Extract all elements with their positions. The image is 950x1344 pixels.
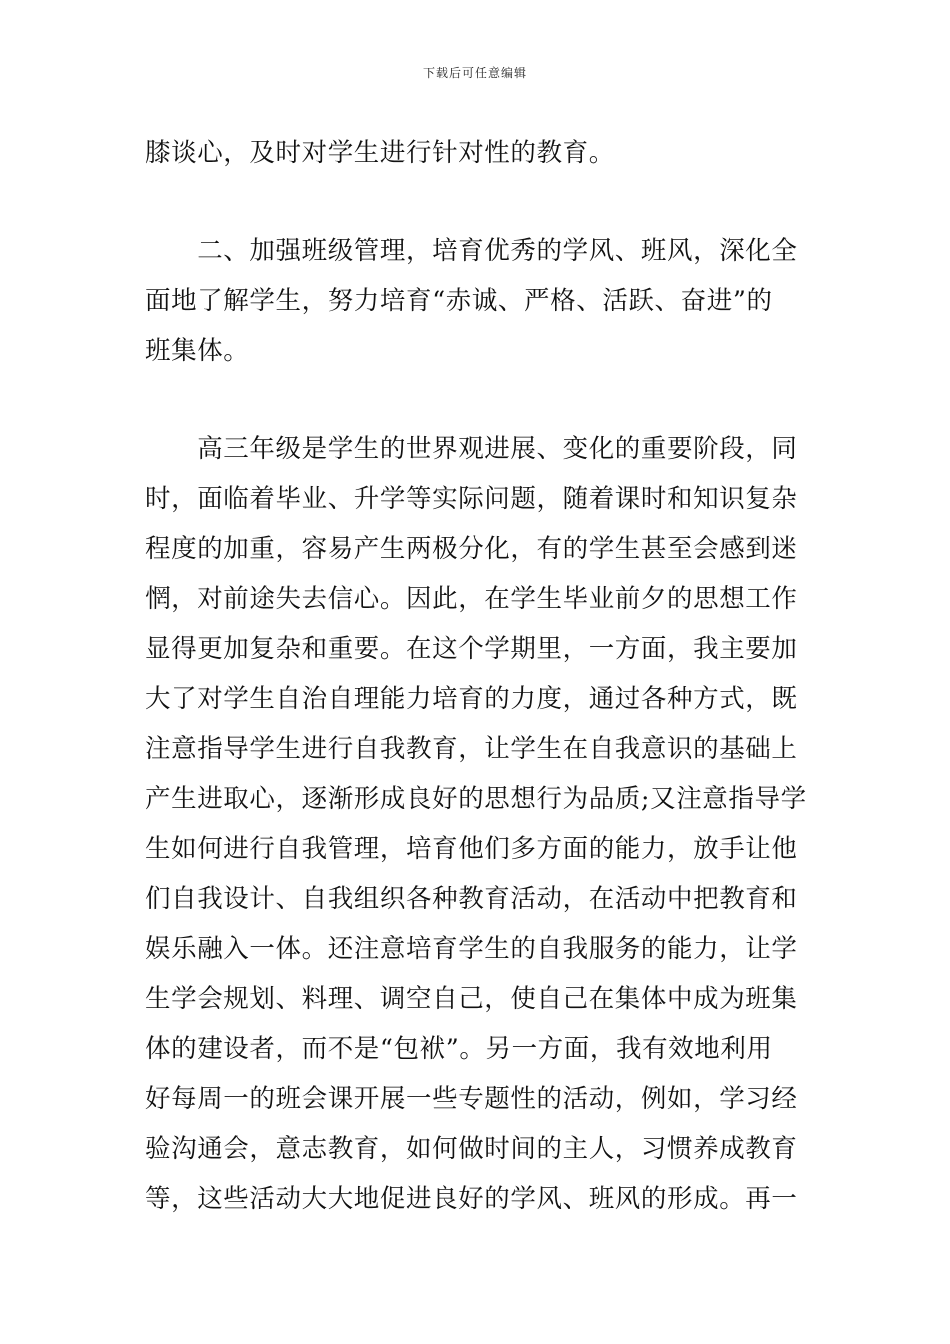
body-line: 生学会规划、料理、调空自己，使自己在集体中成为班集 (145, 984, 798, 1014)
body-line: 面地了解学生，努力培育“赤诚、严格、活跃、奋进”的 (145, 286, 773, 316)
body-line: 大了对学生自治自理能力培育的力度，通过各种方式，既 (145, 684, 798, 714)
body-line: 显得更加复杂和重要。在这个学期里，一方面，我主要加 (145, 634, 798, 664)
body-line: 二、加强班级管理，培育优秀的学风、班风，深化全 (145, 236, 798, 266)
body-line: 验沟通会，意志教育，如何做时间的主人，习惯养成教育 (145, 1134, 798, 1164)
body-line: 惘，对前途失去信心。因此，在学生毕业前夕的思想工作 (145, 584, 798, 614)
body-line: 膝谈心，及时对学生进行针对性的教育。 (145, 138, 615, 168)
body-line: 注意指导学生进行自我教育，让学生在自我意识的基础上 (145, 734, 798, 764)
body-line: 好每周一的班会课开展一些专题性的活动，例如，学习经 (145, 1084, 798, 1114)
header-note: 下载后可任意编辑 (422, 66, 527, 80)
body-line: 高三年级是学生的世界观进展、变化的重要阶段，同 (145, 434, 798, 464)
body-line: 班集体。 (145, 336, 250, 366)
body-line: 等，这些活动大大地促进良好的学风、班风的形成。再一 (145, 1184, 798, 1214)
body-line: 们自我设计、自我组织各种教育活动，在活动中把教育和 (145, 884, 798, 914)
body-line: 生如何进行自我管理，培育他们多方面的能力，放手让他 (145, 834, 798, 864)
body-line: 程度的加重，容易产生两极分化，有的学生甚至会感到迷 (145, 534, 798, 564)
body-line: 娱乐融入一体。还注意培育学生的自我服务的能力，让学 (145, 934, 798, 964)
body-line: 时，面临着毕业、升学等实际问题，随着课时和知识复杂 (145, 484, 798, 514)
body-line: 体的建设者，而不是“包袱”。另一方面，我有效地利用 (145, 1034, 773, 1064)
body-line: 产生进取心，逐渐形成良好的思想行为品质;又注意指导学 (145, 784, 807, 814)
